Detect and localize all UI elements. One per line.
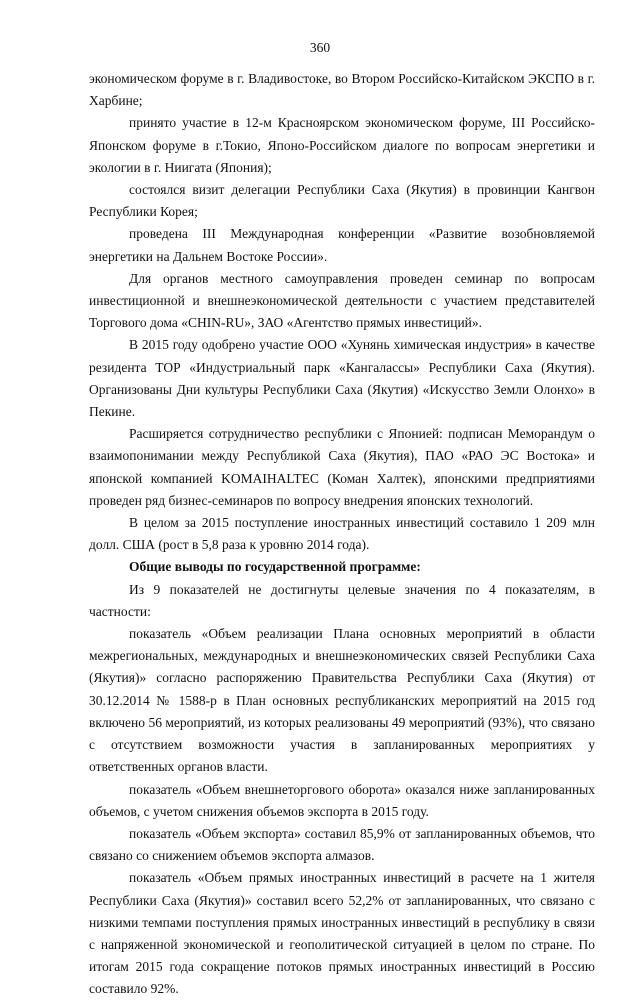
paragraph-indicators-summary: Из 9 показателей не достигнуты целевые значения по 4 показателям, в частности: <box>89 581 595 619</box>
paragraph-indicator-plan: показатель «Объем реализации Плана основных мероприятий в области межрегиональных, международных и внешнеэкономических связей Республики Саха (Якутия)» согласно распоряжению Правительства Республики Саха (Якутия) от 30.12.2014 № 1588-р в План основных республиканских мероприятий на 2015 год включено 56 мероприятий, из которых реализованы 49 мероприятий (93%), что связано с отсутствием возможности участия в запланированных мероприятиях у ответственных органов власти. <box>89 626 595 775</box>
paragraph-local-seminar: Для органов местного самоуправления проведен семинар по вопросам инвестиционной и внешнеэкономической деятельности с участием представителей Торгового дома «CHIN-RU», ЗАО «Агентство прямых инвестиций». <box>89 270 595 331</box>
paragraph-indicator-investment: показатель «Объем прямых иностранных инвестиций в расчете на 1 жителя Республики Саха (Якутия)» составил всего 52,2% от запланированных, что связано с низкими темпами поступления прямых иностранных инвестиций в республику в связи с напряженной экономической и геополитической ситуацией в целом по стране. По итогам 2015 года сокращение потоков прямых иностранных инвестиций в Россию составило 92%. <box>89 870 595 997</box>
paragraph-japan-cooperation: Расширяется сотрудничество республики с Японией: подписан Меморандум о взаимопонимании между Республикой Саха (Якутия), ПАО «РАО ЭС Востока» и японской компанией KOMAIHALTEC (Коман Халтек), японскими предприятиями проведен ряд бизнес-семинаров по вопросу внедрения японских технологий. <box>89 426 595 508</box>
paragraph-energy-conference: проведена III Международная конференции «Развитие возобновляемой энергетики на Дальнем Востоке России». <box>89 226 595 264</box>
paragraph-continuation: экономическом форуме в г. Владивостоке, во Втором Российско-Китайском ЭКСПО в г. Харбине; <box>89 71 595 109</box>
paragraph-indicator-trade: показатель «Объем внешнеторгового оборота» оказался ниже запланированных объемов, с учетом снижения объемов экспорта в 2015 году. <box>89 781 595 819</box>
document-body <box>89 68 595 1001</box>
paragraph-indicator-export: показатель «Объем экспорта» составил 85,9% от запланированных объемов, что связано со снижением объемов экспорта алмазов. <box>89 825 595 864</box>
paragraph-korea-visit: состоялся визит делегации Республики Саха (Якутия) в провинции Кангвон Республики Корея; <box>89 182 595 220</box>
paragraph-foreign-investment: В целом за 2015 поступление иностранных инвестиций составило 1 209 млн долл. США (рост в 5,8 раза к уровню 2014 года). <box>89 515 595 553</box>
page-number: 360 <box>309 40 331 55</box>
paragraph-krasnoyarsk-forum: принято участие в 12-м Красноярском экономическом форуме, III Российско-Японском форуме в г.Токио, Японо-Российском диалоге по вопросам энергетики и экологии в г. Ниигата (Япония); <box>89 115 595 175</box>
paragraph-2015-resident: В 2015 году одобрено участие ООО «Хунянь химическая индустрия» в качестве резидента ТОР «Индустриальный парк «Кангалассы» Республики Саха (Якутия). Организованы Дни культуры Республики Саха (Якутия) «Искусство Земли Олонхо» в Пекине. <box>89 337 595 420</box>
section-heading-conclusions: Общие выводы по государственной программе: <box>129 559 421 575</box>
